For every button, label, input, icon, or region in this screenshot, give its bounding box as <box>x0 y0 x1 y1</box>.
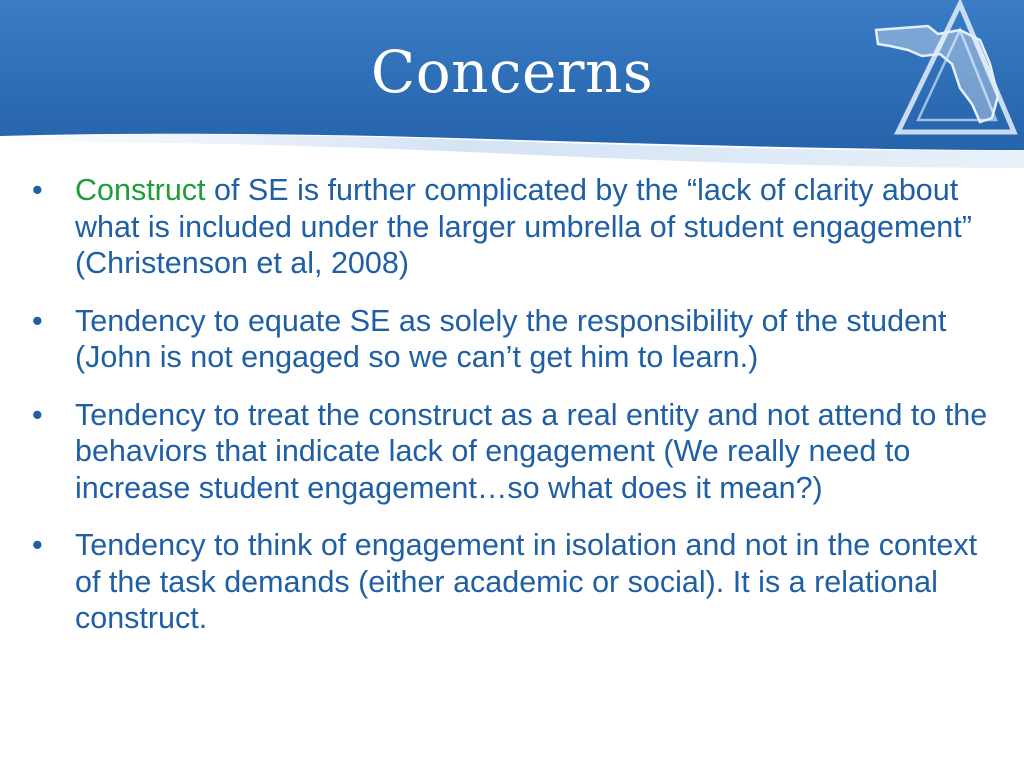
bullet-text: Tendency to equate SE as solely the responsibility of the student (John is not engaged so we can’t get him to learn.) <box>75 303 947 374</box>
bullet-content <box>28 172 1003 658</box>
bullet-item-4 <box>28 527 1003 637</box>
bullet-text: Tendency to treat the construct as a real entity and not attend to the behaviors that indicate lack of engagement (We really need to increase student engagement…so what does it mean?) <box>75 397 988 505</box>
bullet-dot-icon: • <box>32 173 43 207</box>
bullet-text: of SE is further complicated by the “lack of clarity about what is included under the larger umbrella of student engagement” (Christenson et al, 2008) <box>75 173 972 280</box>
florida-triangle-logo-icon <box>868 0 1018 140</box>
highlighted-term: Construct <box>75 173 206 207</box>
bullet-dot-icon: • <box>32 303 43 338</box>
bullet-dot-icon: • <box>32 528 43 562</box>
bullet-text: Tendency to think of engagement in isolation and not in the context of the task demands (either academic or social). It is a relational construct. <box>75 528 978 635</box>
bullet-item-1 <box>28 172 1003 282</box>
bullet-item-3 <box>28 397 1003 507</box>
slide-title: Concerns <box>370 38 654 106</box>
bullet-list <box>28 172 1003 637</box>
bullet-item-2 <box>28 303 1003 376</box>
bullet-dot-icon: • <box>32 397 43 432</box>
